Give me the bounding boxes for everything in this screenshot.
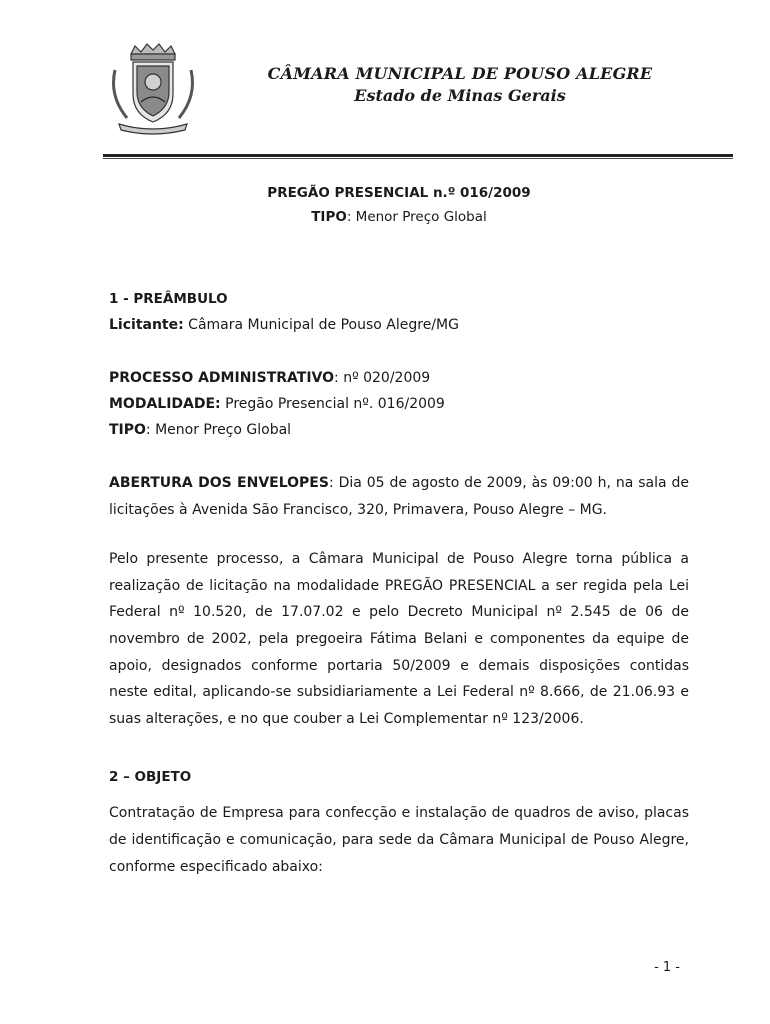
abertura-paragraph: ABERTURA DOS ENVELOPES: Dia 05 de agosto de 2009, às 09:00 h, na sala de licitações à Avenida São Francisco, 320, Primavera, Pouso Alegre – MG.: [109, 475, 689, 518]
header-title: CÂMARA MUNICIPAL DE POUSO ALEGRE: [267, 64, 653, 83]
section-heading-preambulo: 1 - PREÂMBULO: [109, 291, 228, 307]
header-subtitle: Estado de Minas Gerais: [354, 86, 566, 105]
header-divider: [103, 154, 733, 157]
header-divider-thin: [103, 158, 733, 159]
preambulo-paragraph: Pelo presente processo, a Câmara Municipal de Pouso Alegre torna pública a realização de licitação na modalidade PREGÃO PRESENCIAL a ser regida pela Lei Federal nº 10.520, de 17.07.02 e pelo Decreto Municipal nº 2.545 de 06 de novembro de 2002, pela pregoeira Fátima Belani e componentes da equipe de apoio, designados conforme portaria 50/2009 e demais disposições contidas neste edital, aplicando-se subsidiariamente a Lei Federal nº 8.666, de 21.06.93 e suas alterações, e no que couber a Lei Complementar nº 123/2006.: [109, 551, 689, 727]
licitante-line: Licitante: Câmara Municipal de Pouso Alegre/MG: [109, 317, 459, 333]
coat-of-arms-icon: [105, 40, 201, 136]
doc-title: PREGÃO PRESENCIAL n.º 016/2009: [267, 185, 531, 201]
doc-type: TIPO: Menor Preço Global: [311, 209, 487, 225]
section-heading-objeto: 2 – OBJETO: [109, 769, 192, 786]
tipo-line: TIPO: Menor Preço Global: [109, 422, 292, 438]
processo-line: PROCESSO ADMINISTRATIVO: nº 020/2009: [109, 370, 431, 386]
modalidade-line: MODALIDADE: Pregão Presencial nº. 016/2009: [109, 396, 445, 412]
objeto-paragraph: Contratação de Empresa para confecção e instalação de quadros de aviso, placas de identificação e comunicação, para sede da Câmara Municipal de Pouso Alegre, conforme especificado abaixo:: [109, 805, 689, 875]
page-number: - 1 -: [654, 960, 680, 975]
